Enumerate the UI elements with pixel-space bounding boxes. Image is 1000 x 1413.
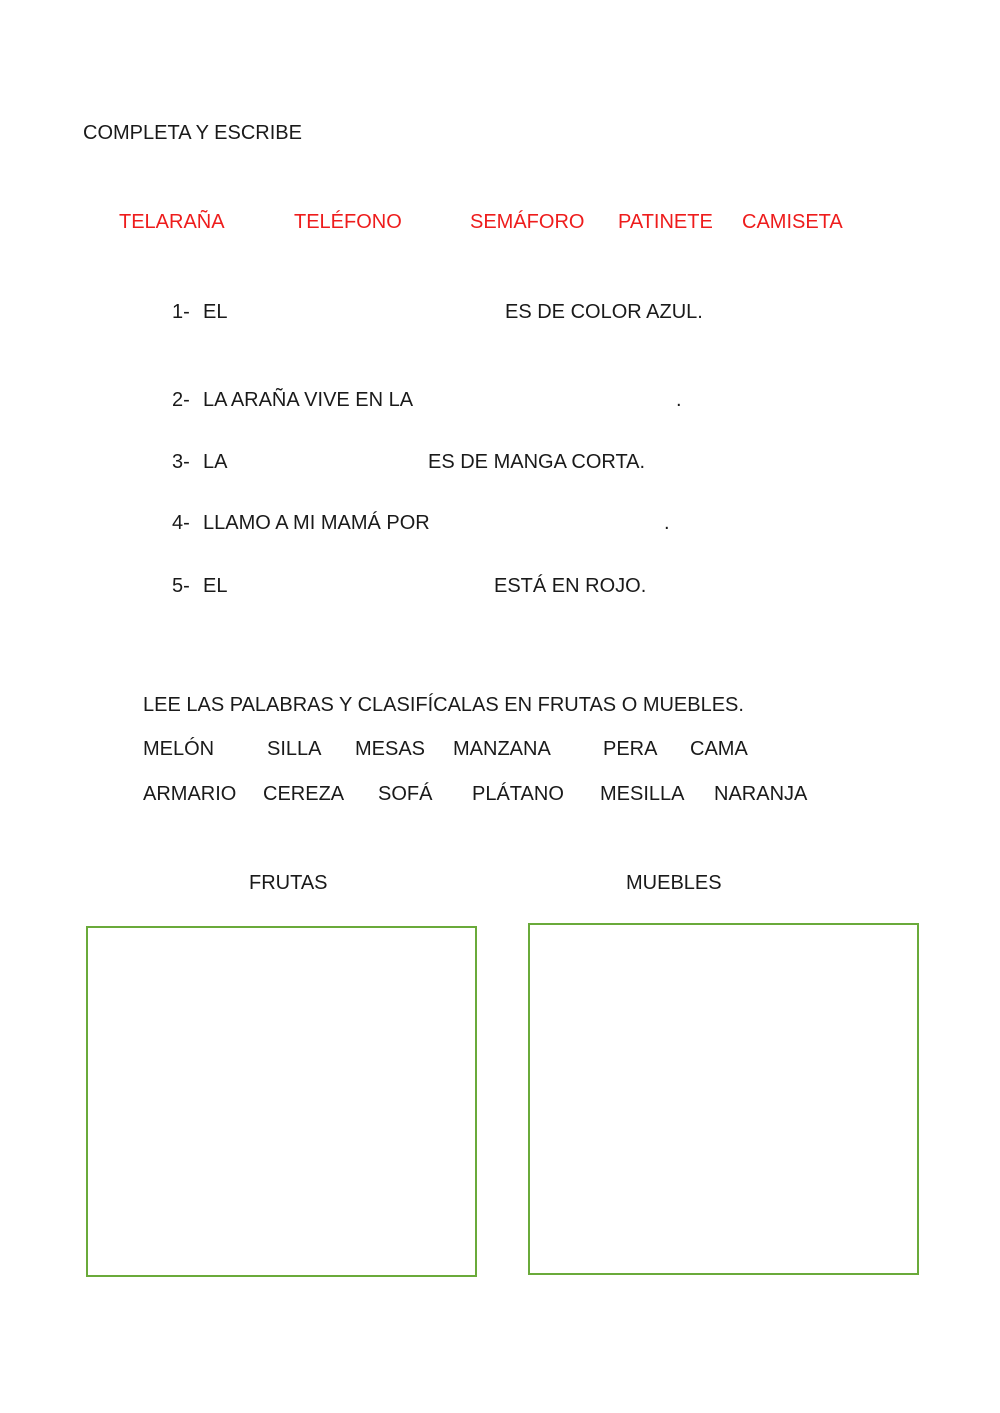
word-item: SOFÁ [378, 783, 433, 805]
sentence-text: . [664, 512, 670, 534]
word-item: MESILLA [600, 783, 685, 805]
sentence-text: EL [203, 575, 228, 597]
sentence-number: 1- [172, 301, 190, 323]
sentence-number: 5- [172, 575, 190, 597]
word-item: PLÁTANO [472, 783, 564, 805]
word-bank-item: PATINETE [618, 211, 713, 233]
frutas-heading: FRUTAS [249, 872, 328, 894]
word-item: CAMA [690, 738, 748, 760]
sentence-number: 3- [172, 451, 190, 473]
word-item: MELÓN [143, 738, 215, 760]
sentence-text: LA [203, 451, 228, 473]
word-item: MESAS [355, 738, 426, 760]
sentence-text: ES DE COLOR AZUL. [505, 301, 703, 323]
answer-blank-3[interactable] [235, 450, 420, 474]
word-bank-item: CAMISETA [742, 211, 843, 233]
answer-blank-5[interactable] [232, 574, 487, 598]
sentence-text: ES DE MANGA CORTA. [428, 451, 646, 473]
word-item: PERA [603, 738, 658, 760]
word-item: SILLA [267, 738, 322, 760]
sentence-number: 2- [172, 389, 190, 411]
sentence-text: LA ARAÑA VIVE EN LA [203, 389, 414, 411]
word-item: MANZANA [453, 738, 551, 760]
muebles-heading: MUEBLES [626, 872, 722, 894]
answer-blank-2[interactable] [418, 388, 668, 412]
word-bank-item: SEMÁFORO [470, 211, 585, 233]
word-item: NARANJA [714, 783, 808, 805]
sentence-text: EL [203, 301, 228, 323]
answer-blank-4[interactable] [448, 511, 658, 535]
sentence-text: LLAMO A MI MAMÁ POR [203, 512, 430, 534]
sentence-text: . [676, 389, 682, 411]
word-bank-item: TELARAÑA [119, 211, 225, 233]
sentence-number: 4- [172, 512, 190, 534]
sentence-text: ESTÁ EN ROJO. [494, 575, 647, 597]
answer-blank-1[interactable] [232, 300, 497, 324]
exercise-title: COMPLETA Y ESCRIBE [83, 122, 302, 144]
word-item: CEREZA [263, 783, 345, 805]
word-bank-item: TELÉFONO [294, 211, 402, 233]
classify-instruction: LEE LAS PALABRAS Y CLASIFÍCALAS EN FRUTAS O MUEBLES. [143, 694, 744, 716]
frutas-box[interactable] [86, 926, 477, 1277]
muebles-box[interactable] [528, 923, 919, 1275]
word-item: ARMARIO [143, 783, 237, 805]
